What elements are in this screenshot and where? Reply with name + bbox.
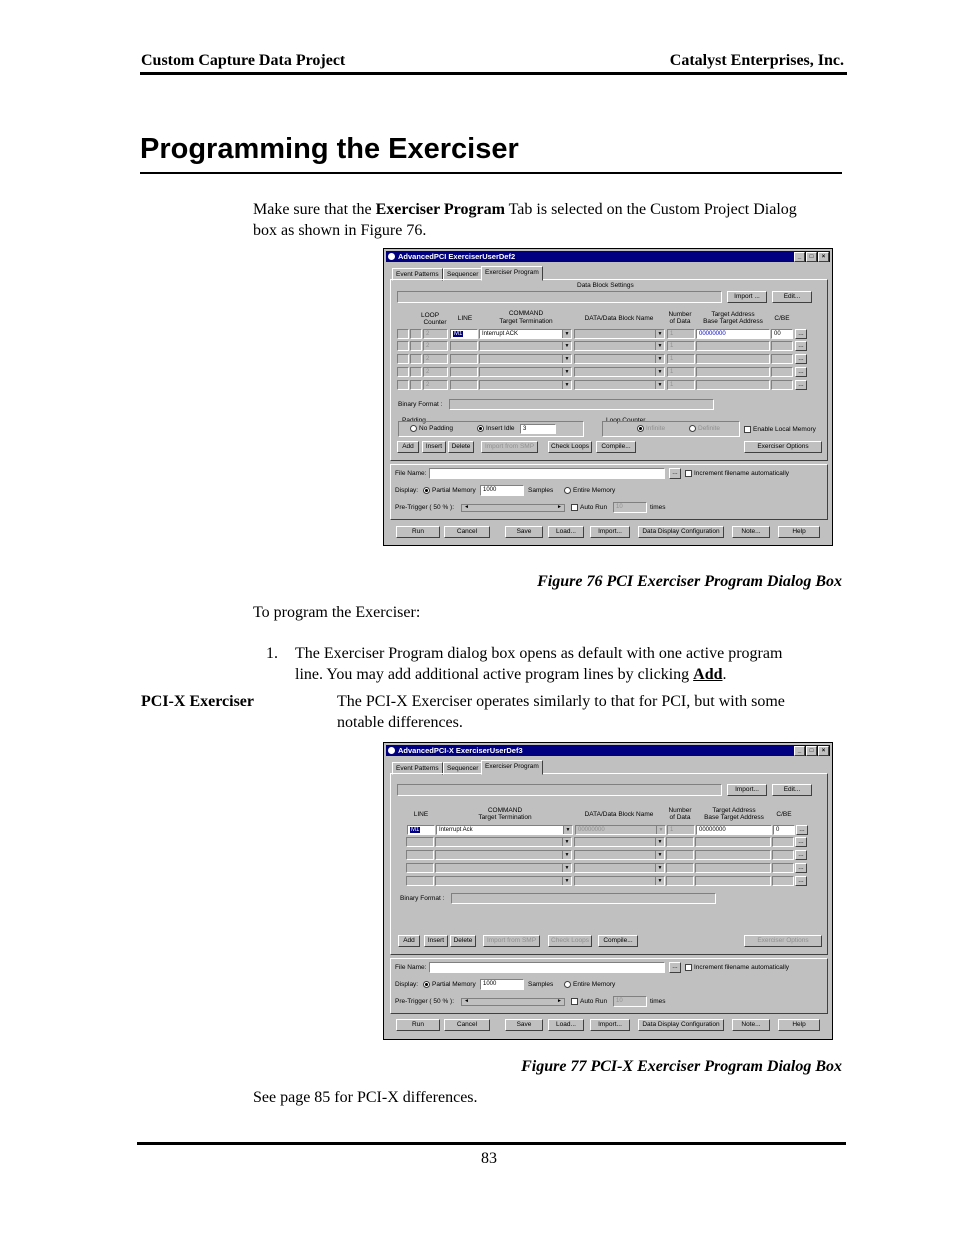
insert-button[interactable]: Insert [422,441,446,453]
close-icon[interactable]: × [818,746,829,756]
number-cell[interactable]: 1 [667,341,695,351]
step-number: 1. [266,645,278,662]
row-more-button[interactable]: ... [795,367,807,377]
data-dropdown[interactable] [574,837,665,847]
browse-button[interactable]: ... [669,962,681,973]
chevron-down-icon[interactable]: ▼ [562,864,571,872]
file-name-label: File Name: [395,470,427,477]
intro-paragraph [253,199,853,241]
exerciser-options-button[interactable]: Exerciser Options [744,935,822,947]
save-button[interactable]: Save [505,526,543,538]
command-dropdown[interactable] [479,341,572,351]
import-file-button[interactable]: Import... [590,1019,630,1031]
cbe-cell[interactable]: 0 [773,825,795,835]
file-name-input[interactable] [429,468,665,479]
infinite-radio[interactable] [637,425,665,433]
samples-input[interactable]: 1000 [480,979,524,990]
checkbox-icon [744,426,751,433]
chevron-down-icon[interactable]: ▼ [655,877,664,885]
line-cell[interactable] [406,837,434,847]
checkbox-icon [571,998,578,1005]
chevron-down-icon[interactable]: ▼ [655,851,664,859]
data-display-config-button[interactable]: Data Display Configuration [638,526,724,538]
data-dropdown[interactable] [574,380,665,390]
check-loops-button[interactable]: Check Loops [548,441,592,453]
command-dropdown[interactable] [436,825,573,835]
insert-idle-input[interactable]: 3 [520,424,556,434]
loop-check[interactable] [397,367,409,377]
data-block-field [397,291,722,303]
cbe-cell[interactable] [771,354,793,364]
data-dropdown[interactable] [574,863,665,873]
col-cbe: C/BE [774,315,790,322]
cbe-cell[interactable] [771,380,793,390]
row-more-button[interactable]: ... [796,825,808,835]
command-value: Interrupt Ack [439,827,473,833]
radio-icon [564,487,571,494]
pretrigger-label: Pre-Trigger ( 50 % ): [395,998,454,1005]
data-dropdown[interactable] [574,850,665,860]
radio-selected-icon [423,981,430,988]
step-1-text [295,643,855,685]
capture-panel [390,464,828,520]
target-address-cell[interactable] [696,354,770,364]
command-dropdown[interactable] [479,367,572,377]
exerciser-options-button[interactable]: Exerciser Options [744,441,822,453]
line-cell[interactable] [406,876,434,886]
radio-selected-icon [423,487,430,494]
binary-format-label: Binary Format : [400,895,445,902]
intro-bold: Exerciser Program [375,201,505,218]
definite-radio[interactable] [689,425,720,433]
number-cell[interactable]: 1 [667,380,695,390]
data-block-settings-label: Data Block Settings [577,282,634,289]
target-address-cell[interactable] [696,367,770,377]
col-number: Number [668,311,692,318]
col-line: LINE [457,315,473,322]
line-value: M1 [411,827,420,833]
target-address-cell[interactable]: 00000000 [696,825,772,835]
command-dropdown[interactable] [435,850,572,860]
loop-check[interactable] [410,380,422,390]
loop-check[interactable] [397,354,409,364]
col-base-target-address: Base Target Address [703,318,763,325]
col-data: DATA/Data Block Name [584,811,654,818]
loop-check[interactable] [397,380,409,390]
delete-button[interactable]: Delete [450,935,476,947]
page-title: Programming the Exerciser [140,133,519,165]
increment-label: Increment filename automatically [694,964,790,972]
step-1-line2: line. You may add additional active program lines by clicking [295,666,694,683]
col-of-data: of Data [669,318,691,325]
auto-run-input[interactable]: 10 [613,996,647,1007]
pci-exerciser-dialog [383,248,833,546]
target-address-cell[interactable]: 00000000 [696,329,770,339]
footer-rule [137,1142,846,1145]
step-1-period: . [722,666,727,683]
binary-format-field [451,893,716,904]
import-from-smp-button[interactable]: Import from SMP [483,935,540,947]
enable-local-memory-label: Enable Local Memory [753,426,816,434]
command-dropdown[interactable] [479,354,572,364]
command-dropdown[interactable] [479,380,572,390]
auto-run-input[interactable]: 10 [613,502,647,513]
load-button[interactable]: Load... [548,526,584,538]
loop-counter-label: Loop Counter [606,417,646,424]
tab-event-patterns[interactable]: Event Patterns [392,762,443,775]
app-logo-icon [388,747,395,754]
data-value: 00000000 [578,827,605,833]
chevron-down-icon[interactable]: ▼ [655,330,664,338]
page-number: 83 [481,1150,497,1167]
col-loop: LOOP [420,312,440,319]
loop-check[interactable] [410,367,422,377]
line-cell[interactable] [450,354,478,364]
insert-idle-radio[interactable] [477,425,515,433]
data-dropdown[interactable] [574,354,665,364]
number-cell[interactable]: 1 [667,367,695,377]
chevron-down-icon[interactable]: ▼ [563,826,572,834]
line-cell[interactable] [450,367,478,377]
counter-cell[interactable]: 2 [423,380,448,390]
cbe-cell[interactable] [772,876,794,886]
display-label: Display: [395,487,419,494]
chevron-down-icon[interactable]: ▼ [562,342,571,350]
number-cell[interactable] [666,863,694,873]
col-counter: Counter [423,319,447,326]
increment-checkbox[interactable] [685,470,789,478]
arrow-left-icon[interactable]: ◄ [464,998,469,1004]
radio-icon [689,425,696,432]
figure-77-caption: Figure 77 PCI-X Exerciser Program Dialog Box [521,1058,842,1075]
command-dropdown[interactable] [435,876,572,886]
run-button[interactable]: Run [396,1019,440,1031]
entire-memory-radio[interactable] [564,981,615,989]
chevron-down-icon[interactable]: ▼ [655,342,664,350]
col-target-address: Target Address [711,311,755,318]
row-more-button[interactable]: ... [795,354,807,364]
number-cell[interactable]: 1 [667,354,695,364]
counter-cell[interactable]: 2 [423,329,448,339]
chevron-down-icon[interactable]: ▼ [655,864,664,872]
cbe-cell[interactable] [772,863,794,873]
data-display-config-button[interactable]: Data Display Configuration [638,1019,724,1031]
line-cell[interactable] [406,863,434,873]
to-program-text: To program the Exerciser: [253,604,421,621]
intro-text-post: Tab is selected on the Custom Project Dialog [504,201,797,218]
cancel-button[interactable]: Cancel [444,1019,490,1031]
minimize-icon[interactable]: _ [794,746,805,756]
title-rule [140,172,842,174]
loop-check[interactable] [410,329,422,339]
edit-button[interactable]: Edit... [772,784,812,796]
cbe-cell[interactable] [771,341,793,351]
col-cbe: C/BE [776,811,792,818]
maximize-icon[interactable]: □ [806,252,817,262]
display-label: Display: [395,981,419,988]
data-block-field [397,784,722,796]
counter-cell[interactable]: 2 [423,354,448,364]
times-label: times [650,504,666,511]
checkbox-icon [685,470,692,477]
counter-cell[interactable]: 2 [423,341,448,351]
loop-check[interactable] [410,341,422,351]
data-dropdown[interactable] [574,367,665,377]
dialog2-titlebar [386,745,830,756]
partial-memory-label: Partial Memory [432,487,476,495]
col-command: COMMAND [508,310,544,317]
pcix-exerciser-dialog [383,742,833,1040]
cbe-cell[interactable] [772,850,794,860]
no-padding-label: No Padding [419,425,453,433]
help-button[interactable]: Help [778,526,820,538]
samples-label: Samples [528,981,554,988]
header-right: Catalyst Enterprises, Inc. [669,52,844,69]
col-target-termination: Target Termination [499,318,553,325]
auto-run-checkbox[interactable] [571,504,607,512]
auto-run-checkbox[interactable] [571,998,607,1006]
pcix-paragraph [337,691,857,733]
increment-checkbox[interactable] [685,964,789,972]
line-cell[interactable] [450,380,478,390]
cbe-cell[interactable] [771,367,793,377]
chevron-down-icon[interactable]: ▼ [655,368,664,376]
partial-memory-label: Partial Memory [432,981,476,989]
pretrigger-label: Pre-Trigger ( 50 % ): [395,504,454,511]
step-1-line1: The Exerciser Program dialog box opens as default with one active program [295,645,783,662]
tab-sequencer[interactable]: Sequencer [443,268,482,281]
compile-button[interactable]: Compile... [596,441,636,453]
partial-memory-radio[interactable] [423,487,476,495]
import-button[interactable]: Import ... [727,291,767,303]
arrow-right-icon[interactable]: ► [557,504,562,510]
command-dropdown[interactable] [435,863,572,873]
radio-icon [564,981,571,988]
row-more-button[interactable]: ... [795,380,807,390]
row-more-button[interactable]: ... [795,341,807,351]
tab-exerciser-program[interactable]: Exerciser Program [481,266,543,281]
figure-76-caption: Figure 76 PCI Exerciser Program Dialog Box [537,573,842,590]
command-value: Interrupt ACK [482,331,519,337]
dialog2-title: AdvancedPCI-X ExerciserUserDef3 [398,746,523,755]
chevron-down-icon[interactable]: ▼ [562,381,571,389]
tab-event-patterns[interactable]: Event Patterns [392,268,443,281]
header-rule [140,72,847,75]
col-data: DATA/Data Block Name [584,315,654,322]
entire-memory-label: Entire Memory [573,487,616,495]
chevron-down-icon[interactable]: ▼ [562,368,571,376]
target-address-cell[interactable] [695,863,771,873]
import-from-smp-button[interactable]: Import from SMP [481,441,538,453]
compile-button[interactable]: Compile... [598,935,638,947]
insert-button[interactable]: Insert [424,935,448,947]
file-name-input[interactable] [429,962,665,973]
loop-check[interactable] [410,354,422,364]
tab-sequencer[interactable]: Sequencer [443,762,482,775]
save-button[interactable]: Save [505,1019,543,1031]
definite-label: Definite [698,425,721,433]
insert-idle-label: Insert Idle [486,425,515,433]
binary-format-label: Binary Format : [398,401,443,408]
loop-check[interactable] [397,329,409,339]
target-address-cell[interactable] [695,850,771,860]
add-button[interactable]: Add [397,441,419,453]
partial-memory-radio[interactable] [423,981,476,989]
pcix-exerciser-label: PCI-X Exerciser [141,693,254,710]
add-bold: Add [693,666,723,683]
radio-icon [410,425,417,432]
delete-button[interactable]: Delete [448,441,474,453]
maximize-icon[interactable]: □ [806,746,817,756]
infinite-label: Infinite [646,425,666,433]
browse-button[interactable]: ... [669,468,681,479]
import-file-button[interactable]: Import... [590,526,630,538]
padding-label: Padding [402,417,426,424]
row-more-button[interactable]: ... [795,329,807,339]
entire-memory-radio[interactable] [564,487,615,495]
command-dropdown[interactable] [435,837,572,847]
dialog1-title: AdvancedPCI ExerciserUserDef2 [398,252,516,261]
row-more-button[interactable]: ... [795,876,807,886]
dialog1-titlebar [386,251,830,262]
chevron-down-icon[interactable]: ▼ [562,877,571,885]
pcix-line2: notable differences. [337,714,463,731]
cbe-cell[interactable] [772,837,794,847]
chevron-down-icon[interactable]: ▼ [656,826,665,834]
load-button[interactable]: Load... [548,1019,584,1031]
col-number: Number [668,807,692,814]
note-button[interactable]: Note... [732,1019,770,1031]
tab-exerciser-program[interactable]: Exerciser Program [481,760,543,775]
check-loops-button[interactable]: Check Loops [548,935,592,947]
arrow-right-icon[interactable]: ► [557,998,562,1004]
no-padding-radio[interactable] [410,425,453,433]
line-cell[interactable] [450,329,478,339]
col-target-termination: Target Termination [478,814,532,821]
arrow-left-icon[interactable]: ◄ [464,504,469,510]
command-dropdown[interactable] [479,329,572,339]
run-button[interactable]: Run [396,526,440,538]
chevron-down-icon[interactable]: ▼ [562,838,571,846]
line-cell[interactable] [406,850,434,860]
pretrigger-slider[interactable] [461,998,565,1006]
cancel-button[interactable]: Cancel [444,526,490,538]
radio-selected-icon [637,425,644,432]
radio-selected-icon [477,425,484,432]
import-button[interactable]: Import... [727,784,767,796]
auto-run-label: Auto Run [580,504,608,512]
col-line: LINE [413,811,429,818]
number-cell[interactable] [666,876,694,886]
counter-cell[interactable]: 2 [423,367,448,377]
checkbox-icon [571,504,578,511]
enable-local-memory-checkbox[interactable] [744,426,816,434]
line-value: M1 [454,331,463,337]
capture-panel [390,958,828,1014]
row-more-button[interactable]: ... [795,837,807,847]
app-logo-icon [388,253,395,260]
loop-check[interactable] [397,341,409,351]
checkbox-icon [685,964,692,971]
col-of-data: of Data [669,814,691,821]
note-button[interactable]: Note... [732,526,770,538]
edit-button[interactable]: Edit... [772,291,812,303]
pcix-line1: The PCI-X Exerciser operates similarly to that for PCI, but with some [337,693,785,710]
file-name-label: File Name: [395,964,427,971]
line-cell[interactable] [450,341,478,351]
number-cell[interactable] [666,837,694,847]
col-command: COMMAND [487,807,523,814]
increment-label: Increment filename automatically [694,470,790,478]
col-target-address: Target Address [712,807,756,814]
chevron-down-icon[interactable]: ▼ [655,355,664,363]
chevron-down-icon[interactable]: ▼ [562,330,571,338]
chevron-down-icon[interactable]: ▼ [562,355,571,363]
cbe-cell[interactable]: 00 [771,329,793,339]
target-address-cell[interactable] [696,380,770,390]
chevron-down-icon[interactable]: ▼ [655,381,664,389]
header-left: Custom Capture Data Project [141,52,346,69]
samples-label: Samples [528,487,554,494]
chevron-down-icon[interactable]: ▼ [655,838,664,846]
data-dropdown[interactable] [574,341,665,351]
target-address-cell[interactable] [695,837,771,847]
number-cell[interactable]: 1 [667,825,695,835]
pretrigger-slider[interactable] [461,504,565,512]
add-button[interactable]: Add [398,935,420,947]
target-address-cell[interactable] [695,876,771,886]
number-cell[interactable] [666,850,694,860]
auto-run-label: Auto Run [580,998,608,1006]
col-base-target-address: Base Target Address [704,814,764,821]
intro-line2: box as shown in Figure 76. [253,222,427,239]
see-page-text: See page 85 for PCI-X differences. [253,1089,478,1106]
times-label: times [650,998,666,1005]
chevron-down-icon[interactable]: ▼ [562,851,571,859]
row-more-button[interactable]: ... [795,863,807,873]
data-dropdown[interactable] [574,876,665,886]
binary-format-field [449,399,714,410]
row-more-button[interactable]: ... [795,850,807,860]
line-cell[interactable] [407,825,435,835]
number-cell[interactable]: 1 [667,329,695,339]
samples-input[interactable]: 1000 [480,485,524,496]
target-address-cell[interactable] [696,341,770,351]
entire-memory-label: Entire Memory [573,981,616,989]
help-button[interactable]: Help [778,1019,820,1031]
data-dropdown[interactable] [575,825,666,835]
intro-text: Make sure that the [253,201,376,218]
minimize-icon[interactable]: _ [794,252,805,262]
close-icon[interactable]: × [818,252,829,262]
data-dropdown[interactable] [574,329,665,339]
